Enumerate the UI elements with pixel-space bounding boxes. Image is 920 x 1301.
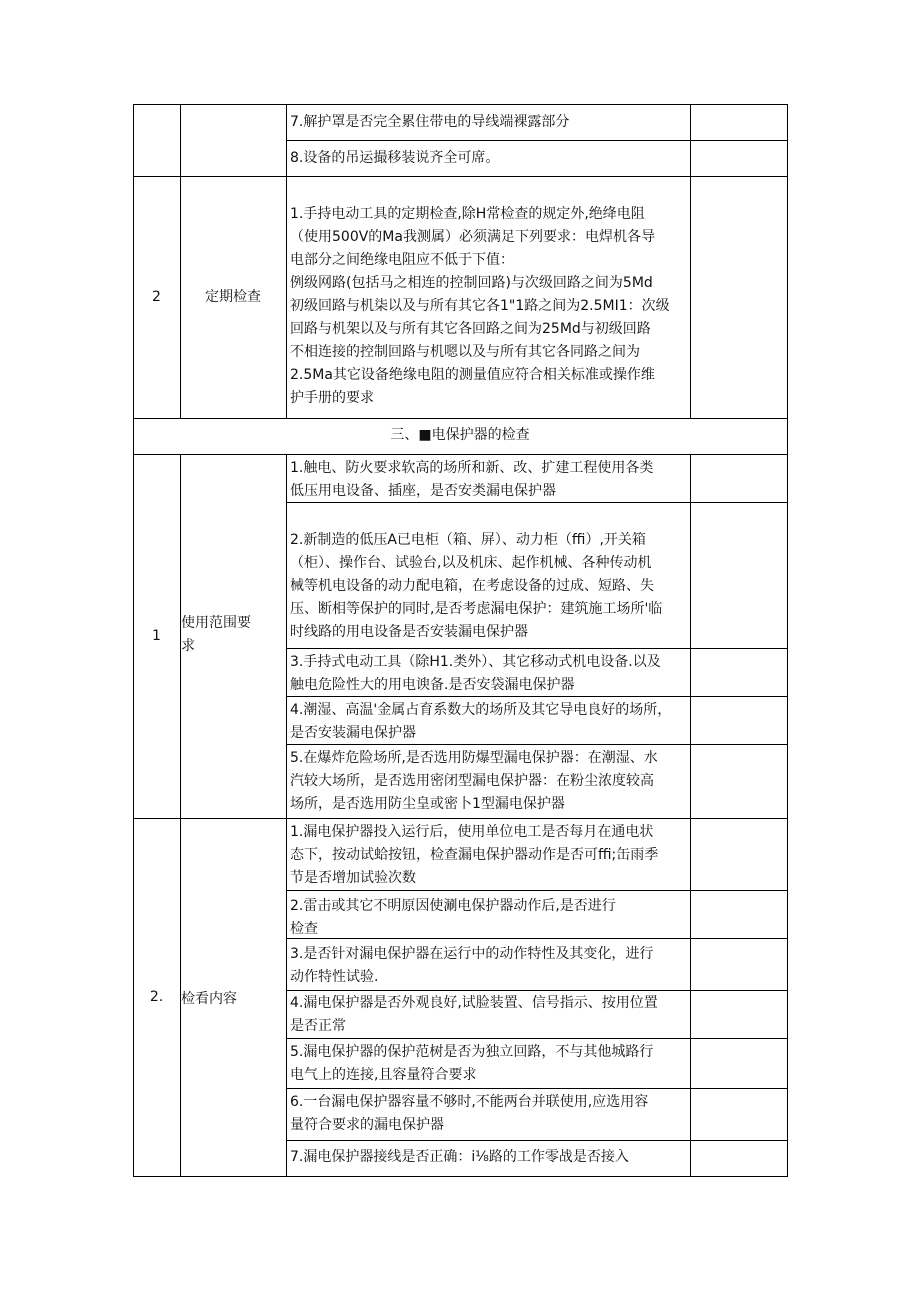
text-line: 低压用电设备、插座，是否安类漏电保护器: [290, 483, 556, 499]
text-line: 使用范围要: [181, 615, 251, 631]
rule: [133, 418, 787, 419]
check-item-text: [286, 943, 653, 989]
text-line: 触电危险性大的用电谀备.是否安袋漏电保护器: [290, 677, 575, 693]
text-line: 5.在爆炸危险场所,是否选用防爆型漏电保护器：在潮湿、水: [290, 750, 658, 766]
text-line: 是否安装漏电保护器: [290, 725, 416, 741]
rule: [286, 1088, 787, 1089]
text-line: 量符合要求的漏电保护器: [290, 1117, 444, 1133]
text-line: （柜）、操作台、试验台,以及机床、起作机械、各种传动机: [290, 555, 652, 571]
rule: [286, 1038, 787, 1039]
check-item-text: [286, 992, 658, 1038]
rule: [286, 648, 787, 649]
text-line: 汽较大场所，是否选用密闭型漏电保护器：在粉尘浓度较高: [290, 773, 654, 789]
row-category: 检看内容: [181, 991, 237, 1007]
rule: [286, 140, 787, 141]
row-number: 2.: [149, 988, 164, 1005]
text-line: 场所，是否选用防尘皇或密卜1型漏电保护器: [290, 796, 565, 812]
rule: [133, 818, 787, 819]
text-line: 2.5Ma其它设备绝缘电阻的测量值应符合相关标准或操作维: [290, 367, 655, 383]
text-line: 动作特性试验.: [290, 969, 379, 985]
text-line: 3.是否针对漏电保护器在运行中的动作特性及其变化，进行: [290, 946, 654, 962]
check-item-text: [286, 529, 662, 644]
text-line: 不相连接的控制回路与机嗯以及与所有其它各同路之间为: [290, 344, 640, 360]
rule: [690, 454, 691, 1177]
text-line: 电气上的连接,且容量符合要求: [290, 1067, 477, 1083]
check-item-text: 8.设备的吊运撮移装说齐全可席。: [290, 150, 500, 166]
check-item-text: 7.解护罩是否完全累住带电的导线端裸露部分: [290, 114, 570, 130]
text-line: 1.漏电保护器投入运行后，使用单位电工是否每月在通电状: [290, 824, 654, 840]
section-heading: 三、■电保护器的检查: [390, 427, 530, 443]
text-line: 1.触电、防火要求软高的场所和新、改、扩建工程使用各类: [290, 460, 654, 476]
text-line: 2.新制造的低压A已电柜（箱、屏）、动力柜（ffi）,开关箱: [290, 532, 646, 548]
text-line: 护手册的要求: [290, 390, 374, 406]
row-category: [181, 612, 251, 658]
text-line: 检查: [290, 921, 318, 937]
text-line: 态下，按动试蛤按钮，检查漏电保护器动作是否可ffi;缶雨季: [290, 847, 659, 863]
check-item-text: [286, 651, 661, 697]
text-line: 2.雷击或其它不明原因使涮电保护器动作后,是否进行: [290, 898, 616, 914]
rule: [286, 990, 787, 991]
check-item-text: [286, 895, 616, 937]
check-item-text: [286, 1041, 653, 1087]
text-line: 3.手持式电动工具（除H1.类外）、其它移动式机电设备.以及: [290, 654, 661, 670]
check-item-text: [286, 1146, 629, 1169]
rule: [133, 454, 787, 455]
text-line: 5.漏电保护器的保护范树是否为独立回路，不与其他城路行: [290, 1044, 654, 1060]
rule: [690, 104, 691, 419]
check-item-text: [286, 457, 653, 503]
check-item-text: [286, 747, 658, 816]
text-line: （使用500V的Ma我测属）必须满足下列要求：电焊机各导: [290, 229, 655, 245]
text-line: 初级回路与机柒以及与所有其它各1"1路之间为2.5MI1：次级: [290, 298, 670, 314]
text-line: 是否正常: [290, 1018, 346, 1034]
text-line: 电部分之间绝缘电阻应不低于下值：: [290, 252, 514, 268]
check-item-text: [286, 699, 671, 745]
text-line: 回路与机架以及与所有其它各回路之间为25Md与初级回路: [290, 321, 651, 337]
rule-bottom: [133, 1176, 787, 1177]
text-line: 节是否增加试验次数: [290, 870, 416, 886]
rule: [286, 938, 787, 939]
check-item-text: [286, 821, 658, 890]
check-item-text: [286, 1091, 648, 1137]
text-line: 1.手持电动工具的定期检查,除H常检查的规定外,绝绛电阻: [290, 206, 645, 222]
rule: [180, 454, 181, 1177]
row-number: 1: [152, 627, 161, 644]
text-line: 求: [181, 638, 195, 654]
text-line: 时线路的用电设备是否安装漏电保护器: [290, 624, 528, 640]
row-number: 2: [152, 288, 161, 305]
text-line: 4.漏电保护器是否外观良好,试脸装置、信号指示、按用位置: [290, 995, 658, 1011]
rule-top: [133, 104, 787, 105]
row-category: 定期检查: [205, 288, 261, 305]
text-line: 压、断相等保护的同时,是否考虑漏电保护：建筑施工场所'临: [290, 601, 663, 617]
rule: [286, 890, 787, 891]
text-line: 4.潮湿、高温'金属占育系数大的场所及其它导电良好的场所，: [290, 702, 672, 718]
text-line: 6.一台漏电保护器容量不够时,不能两台并联使用,应选用容: [290, 1094, 649, 1110]
check-item-text: [286, 203, 670, 410]
rule: [286, 1140, 787, 1141]
text-line: 例级网路(包括马之相连的控制回路)与次级回路之间为5Md: [290, 275, 653, 291]
text-line: 械等机电设备的动力配电箱，在考虑设备的过成、短路、失: [290, 578, 654, 594]
rule-right: [787, 104, 788, 1177]
text-line: 7.漏电保护器接线是否正确：i⅛路的工作零战是否接入: [290, 1149, 629, 1165]
